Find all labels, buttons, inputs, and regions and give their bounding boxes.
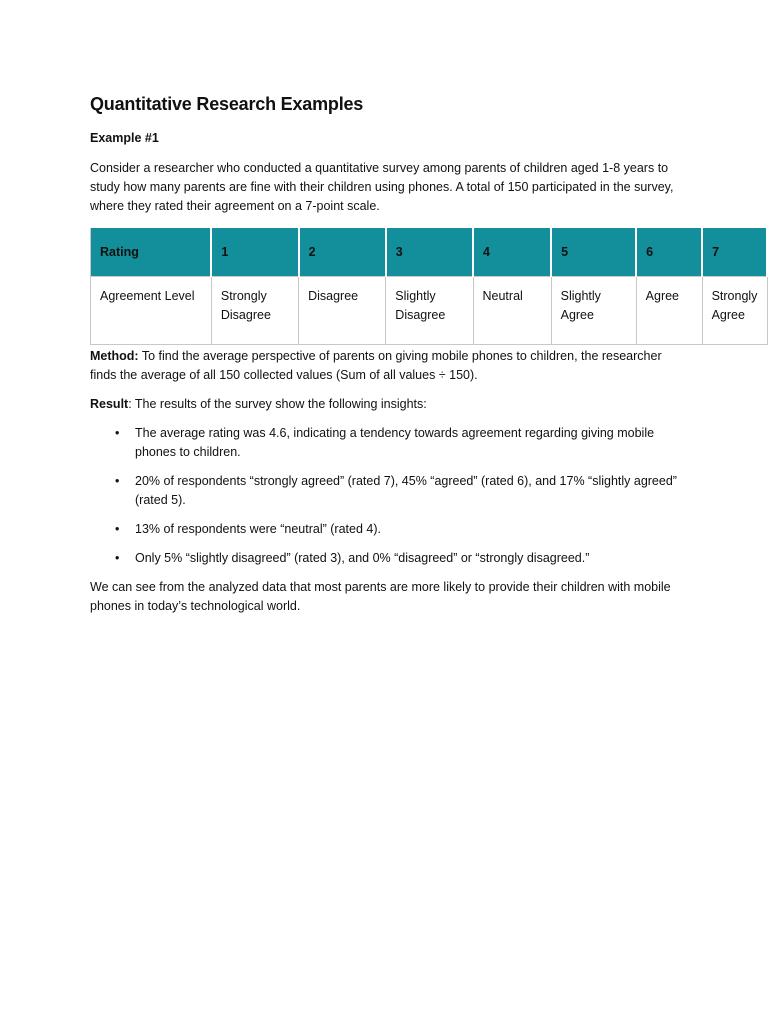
table-cell: Strongly Disagree [211,277,298,345]
table-header-cell: 3 [386,228,473,277]
bullet-glyph: • [115,474,120,488]
example-label: Example #1 [90,131,159,145]
conclusion-paragraph: We can see from the analyzed data that most parents are more likely to provide their children with mobile phones in today’s technological world. [90,580,671,613]
list-item [90,472,680,510]
intro-paragraph: Consider a researcher who conducted a quantitative survey among parents of children aged 1-8 years to study how many parents are fine with their children using phones. A total of 150 participated in the survey, where they rated their agreement on a 7-point scale. [90,161,674,213]
table-header-cell: 6 [636,228,702,277]
table-header-cell: 1 [211,228,298,277]
result-text: : The results of the survey show the following insights: [128,397,427,411]
table-cell: Slightly Agree [551,277,636,345]
table-cell: Disagree [299,277,386,345]
document-title: Quantitative Research Examples [90,94,364,114]
table-cell: Agree [636,277,702,345]
insights-list [90,424,680,578]
bullet-glyph: • [115,551,120,565]
list-item-text: The average rating was 4.6, indicating a tendency towards agreement regarding giving mobile phones to children. [135,426,655,459]
list-item-text: Only 5% “slightly disagreed” (rated 3), and 0% “disagreed” or “strongly disagreed.” [135,551,590,565]
table-cell: Neutral [473,277,551,345]
rating-scale-table [90,227,768,345]
document-page [90,0,768,1024]
table-cell: Slightly Disagree [386,277,473,345]
result-paragraph [90,395,680,414]
method-label: Method: [90,349,139,363]
table-header-cell: Rating [91,228,212,277]
table-row [91,277,768,345]
table-cell: Agreement Level [91,277,212,345]
table-header-row [91,228,768,277]
list-item [90,549,680,568]
list-item [90,424,680,462]
list-item-text: 20% of respondents “strongly agreed” (rated 7), 45% “agreed” (rated 6), and 17% “slightly agreed” (rated 5). [135,474,677,507]
list-item [90,520,680,539]
table-header-cell: 4 [473,228,551,277]
table-header-cell: 5 [551,228,636,277]
list-item-text: 13% of respondents were “neutral” (rated 4). [135,522,381,536]
bullet-glyph: • [115,522,120,536]
table-header-cell: 2 [299,228,386,277]
bullet-glyph: • [115,426,120,440]
method-paragraph [90,347,680,385]
table-cell: Strongly Agree [702,277,767,345]
method-text: To find the average perspective of parents on giving mobile phones to children, the researcher finds the average of all 150 collected values (Sum of all values ÷ 150). [90,349,662,382]
table-header-cell: 7 [702,228,767,277]
result-label: Result [90,397,129,411]
